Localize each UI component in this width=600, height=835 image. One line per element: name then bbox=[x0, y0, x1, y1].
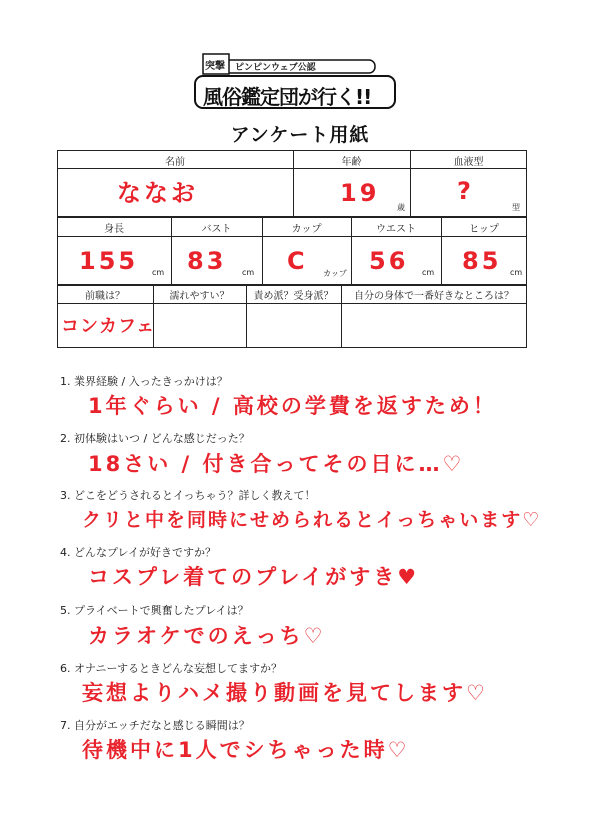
height-label: 身長 bbox=[104, 224, 124, 235]
age-unit: 歳 bbox=[397, 203, 405, 212]
logo-subtitle: ピンピンウェブ公認 bbox=[235, 63, 316, 73]
blood-label: 血液型 bbox=[453, 157, 484, 168]
answer-6 bbox=[82, 679, 488, 707]
question-4: 4. どんなプレイが好きですか？ bbox=[60, 546, 217, 559]
age-value: 19 bbox=[340, 179, 380, 207]
heart-icon: ♡ bbox=[466, 681, 488, 705]
hip-label: ヒップ bbox=[469, 224, 499, 235]
hip-value: 85 bbox=[462, 247, 502, 275]
sm-label: 責め派？受身派？ bbox=[253, 291, 334, 302]
answer-6-text: 妄想よりハメ撮り動画を見てします bbox=[82, 681, 466, 705]
logo-title: 風俗鑑定団が行く!! bbox=[203, 85, 372, 109]
wet-label: 濡れやすい？ bbox=[169, 291, 230, 302]
answer-3 bbox=[82, 506, 541, 534]
question-3: 3. どこをどうされるとイっちゃう？詳しく教えて！ bbox=[60, 489, 316, 502]
heart-icon: ♥ bbox=[397, 565, 420, 589]
profile-form bbox=[57, 150, 527, 348]
question-2: 2. 初体験はいつ / どんな感じだった？ bbox=[60, 432, 250, 445]
answer-5-text: カラオケでのえっち bbox=[88, 624, 304, 648]
hip-unit: cm bbox=[510, 268, 523, 277]
row-divider bbox=[57, 303, 527, 304]
question-5: 5. プライベートで興奮したプレイは？ bbox=[60, 604, 249, 617]
answer-2 bbox=[88, 450, 464, 478]
waist-label: ウエスト bbox=[376, 224, 416, 235]
blood-unit: 型 bbox=[512, 203, 520, 212]
answer-3-text: クリと中を同時にせめられるとイっちゃいます bbox=[82, 509, 523, 531]
name-label: 名前 bbox=[165, 157, 185, 168]
row-divider bbox=[57, 284, 527, 286]
question-1: 1. 業界経験 / 入ったきっかけは？ bbox=[60, 375, 228, 388]
sheet-title: アンケート用紙 bbox=[230, 124, 370, 146]
answer-2-text: 18さい / 付き合ってその日に… bbox=[88, 452, 443, 476]
height-unit: cm bbox=[152, 268, 165, 277]
bust-label: バスト bbox=[201, 224, 232, 235]
name-value: ななお bbox=[117, 179, 198, 207]
answer-1-text: 1年ぐらい / 高校の学費を返すため！ bbox=[88, 394, 497, 418]
height-value: 155 bbox=[79, 247, 139, 275]
answer-7-text: 待機中に1人でシちゃった時 bbox=[82, 738, 388, 762]
prev-job-value: コンカフェ bbox=[61, 316, 156, 337]
cup-label: カップ bbox=[291, 224, 322, 235]
heart-icon: ♡ bbox=[522, 509, 542, 531]
question-6: 6. オナニーするときどんな妄想してますか？ bbox=[60, 662, 283, 675]
heart-icon: ♡ bbox=[303, 624, 326, 648]
age-label: 年齢 bbox=[341, 157, 362, 168]
row-divider bbox=[57, 168, 527, 169]
answer-5 bbox=[88, 622, 325, 650]
cup-unit: カップ bbox=[323, 269, 347, 278]
fav-part-label: 自分の身体で一番好きなところは？ bbox=[354, 291, 514, 302]
blood-value: ? bbox=[457, 177, 474, 205]
row-divider bbox=[57, 216, 527, 218]
heart-icon: ♡ bbox=[442, 452, 465, 476]
bust-value: 83 bbox=[187, 247, 227, 275]
waist-unit: cm bbox=[422, 268, 435, 277]
answer-1 bbox=[88, 392, 497, 420]
question-7: 7. 自分がエッチだなと感じる瞬間は？ bbox=[60, 719, 250, 732]
answer-4 bbox=[88, 563, 419, 591]
logo-badge: 突撃 bbox=[205, 61, 225, 72]
waist-value: 56 bbox=[369, 247, 409, 275]
heart-icon: ♡ bbox=[387, 738, 410, 762]
answer-4-text: コスプレ着てのプレイがすき bbox=[88, 565, 398, 589]
cup-value: C bbox=[287, 247, 308, 275]
bust-unit: cm bbox=[242, 268, 255, 277]
prev-job-label: 前職は？ bbox=[85, 291, 125, 302]
logo bbox=[185, 48, 405, 118]
answer-7 bbox=[82, 736, 409, 764]
row-divider bbox=[57, 236, 527, 237]
